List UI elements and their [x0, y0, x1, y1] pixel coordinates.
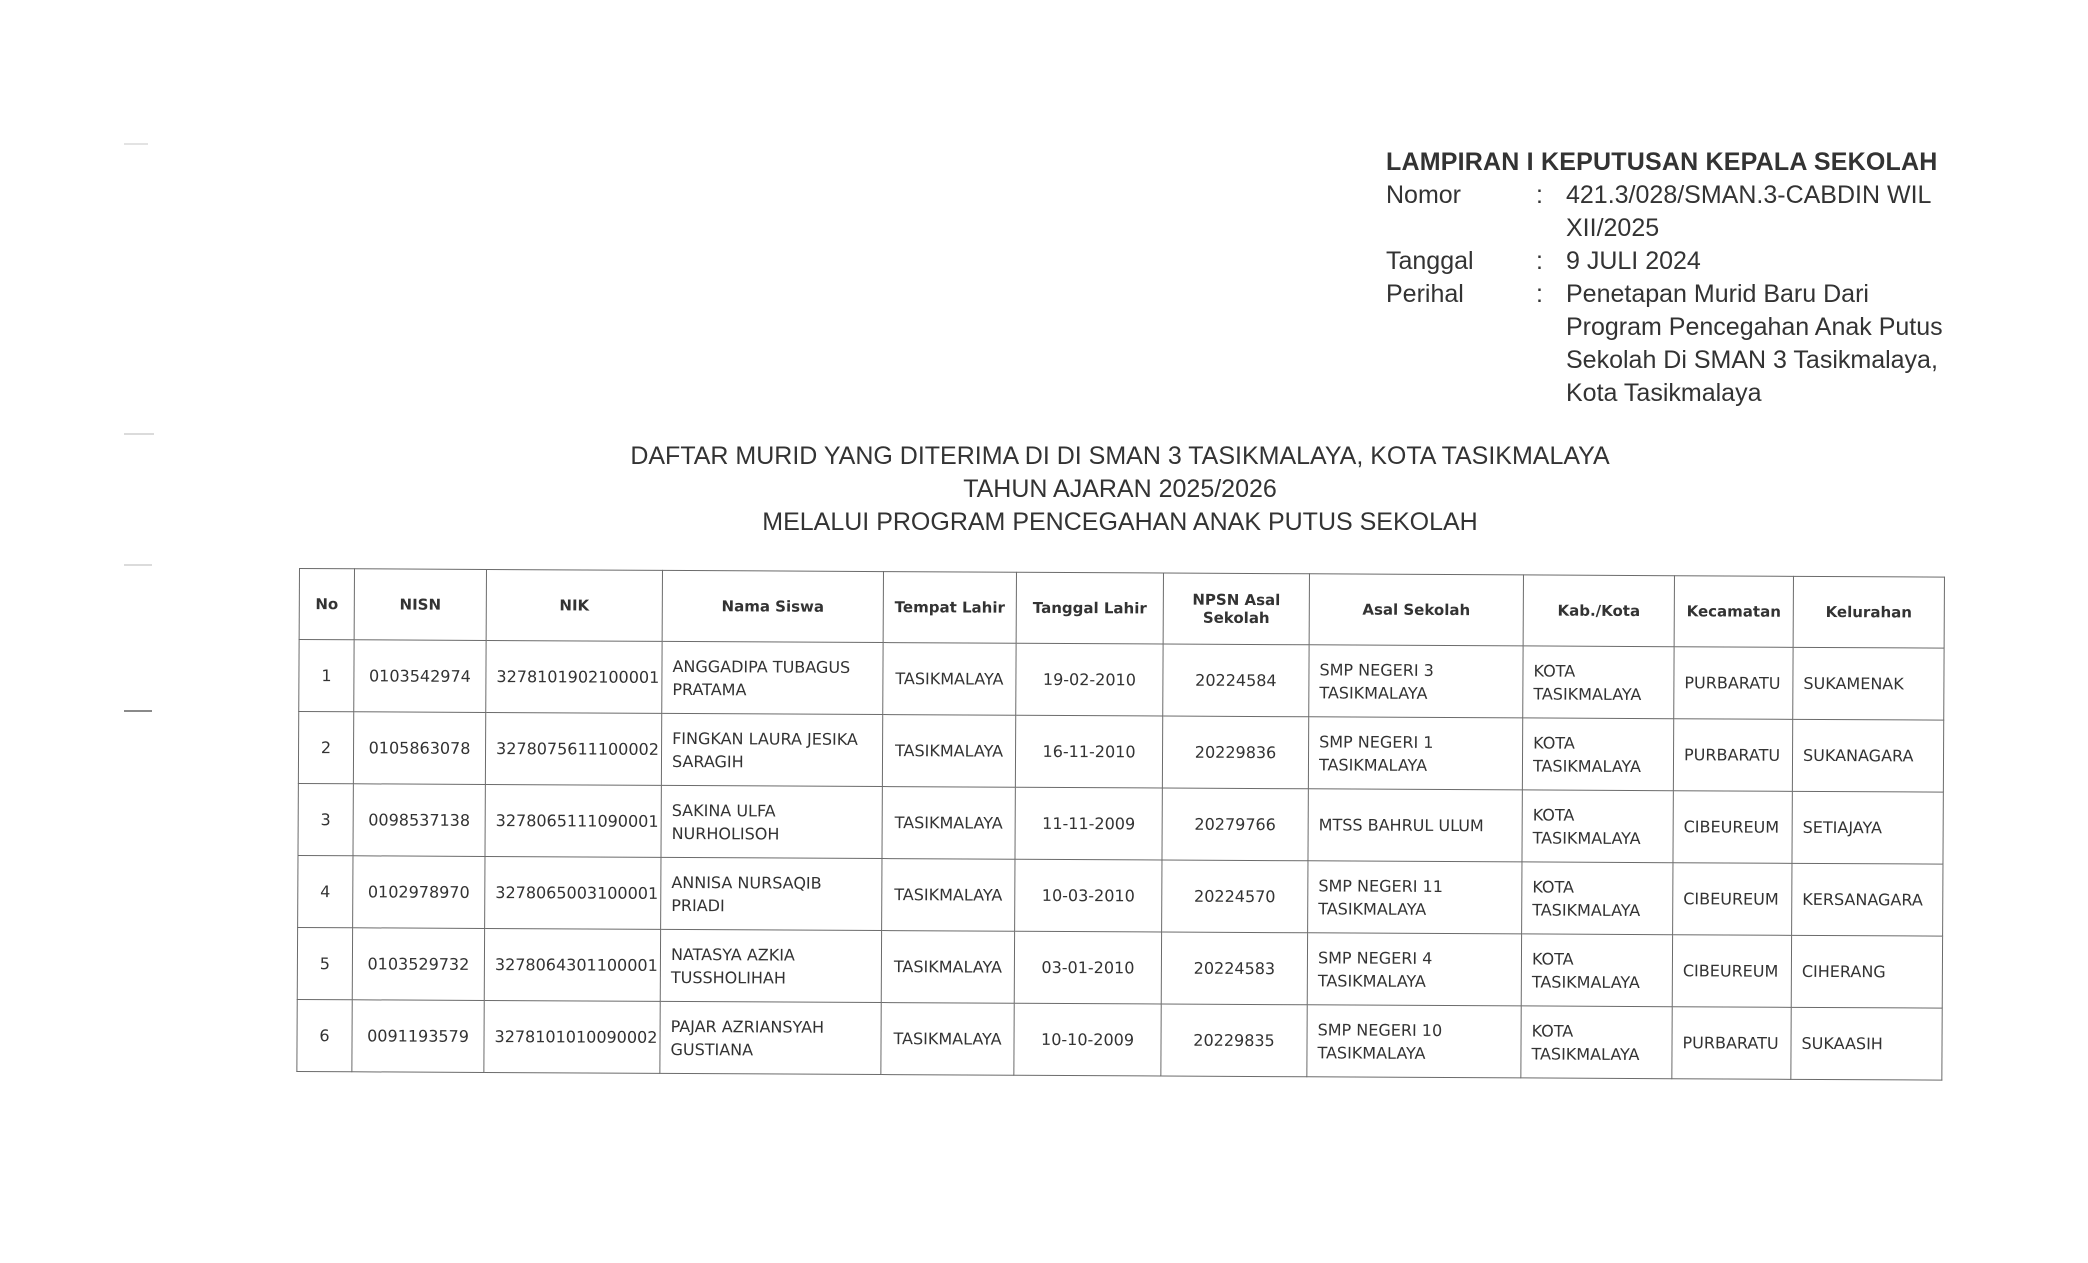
table-row: [299, 640, 1944, 721]
column-header-nama-siswa: Nama Siswa: [662, 570, 883, 642]
cell-npsn-asal-sekolah: 20224583: [1161, 932, 1307, 1005]
cell-no: 6: [297, 999, 352, 1071]
cell-asal-sekolah: SMP NEGERI 10 TASIKMALAYA: [1307, 1005, 1521, 1078]
cell-kecamatan: PURBARATU: [1672, 1007, 1791, 1080]
cell-asal-sekolah: SMP NEGERI 11 TASIKMALAYA: [1308, 861, 1522, 934]
table-row: [298, 855, 1943, 936]
cell-tempat-lahir: TASIKMALAYA: [881, 1003, 1014, 1076]
cell-nisn: 0091193579: [352, 1000, 484, 1073]
cell-no: 1: [299, 640, 354, 712]
table-row: [298, 712, 1943, 793]
cell-tempat-lahir: TASIKMALAYA: [881, 931, 1014, 1004]
cell-tanggal-lahir: 16-11-2010: [1015, 715, 1162, 788]
meta-row-nomor: [1386, 179, 1966, 245]
column-header-asal-sekolah: Asal Sekolah: [1309, 574, 1523, 646]
cell-asal-sekolah: SMP NEGERI 3 TASIKMALAYA: [1309, 645, 1523, 718]
cell-nama-siswa: ANGGADIPA TUBAGUS PRATAMA: [662, 641, 883, 714]
meta-value: 9 JULI 2024: [1566, 247, 1701, 275]
scan-mark: [124, 433, 154, 435]
cell-npsn-asal-sekolah: 20279766: [1162, 788, 1308, 861]
cell-kelurahan: KERSANAGARA: [1792, 863, 1943, 936]
cell-tempat-lahir: TASIKMALAYA: [882, 859, 1015, 932]
cell-kecamatan: CIBEUREUM: [1673, 863, 1792, 936]
cell-asal-sekolah: MTSS BAHRUL ULUM: [1308, 789, 1522, 862]
meta-label: Perihal: [1386, 280, 1464, 308]
cell-kab-kota: KOTA TASIKMALAYA: [1522, 718, 1673, 791]
column-header-nisn: NISN: [354, 569, 486, 641]
cell-kab-kota: KOTA TASIKMALAYA: [1522, 790, 1673, 863]
column-header-kelurahan: Kelurahan: [1793, 576, 1944, 648]
cell-nisn: 0098537138: [353, 784, 485, 857]
cell-kecamatan: PURBARATU: [1674, 647, 1793, 720]
lampiran-block: [1386, 148, 1966, 410]
cell-nisn: 0103529732: [352, 928, 484, 1001]
cell-npsn-asal-sekolah: 20224570: [1162, 860, 1308, 933]
cell-kab-kota: KOTA TASIKMALAYA: [1522, 862, 1673, 935]
column-header-kab-kota: Kab./Kota: [1523, 575, 1674, 647]
heading-line-1: DAFTAR MURID YANG DITERIMA DI DI SMAN 3 TASIKMALAYA, KOTA TASIKMALAYA: [630, 442, 1610, 470]
student-table-wrap: [296, 568, 1944, 1081]
cell-kecamatan: PURBARATU: [1673, 719, 1792, 792]
table-row: [297, 999, 1942, 1080]
cell-nik: 3278065003100001: [485, 856, 661, 929]
cell-nisn: 0102978970: [353, 856, 485, 929]
table-body: [297, 640, 1944, 1081]
column-header-npsn-asal-sekolah: NPSN Asal Sekolah: [1163, 573, 1309, 645]
cell-kab-kota: KOTA TASIKMALAYA: [1521, 1006, 1672, 1079]
meta-row-tanggal: [1386, 245, 1966, 278]
cell-asal-sekolah: SMP NEGERI 4 TASIKMALAYA: [1307, 933, 1521, 1006]
cell-npsn-asal-sekolah: 20224584: [1163, 644, 1309, 717]
cell-npsn-asal-sekolah: 20229835: [1161, 1004, 1307, 1077]
cell-no: 2: [298, 712, 353, 784]
student-table: [296, 568, 1945, 1081]
cell-nik: 3278065111090001: [485, 784, 661, 857]
table-header-row: [299, 569, 1944, 649]
table-row: [298, 783, 1943, 864]
cell-nama-siswa: NATASYA AZKIA TUSSHOLIHAH: [660, 929, 881, 1002]
cell-tanggal-lahir: 19-02-2010: [1016, 643, 1163, 716]
meta-value: Penetapan Murid Baru Dari Program Pencegahan Anak Putus Sekolah Di SMAN 3 Tasikmalaya, Kota Tasikmalaya: [1566, 280, 1943, 407]
meta-row-perihal: [1386, 278, 1966, 410]
cell-asal-sekolah: SMP NEGERI 1 TASIKMALAYA: [1308, 717, 1522, 790]
scan-mark: [124, 143, 148, 145]
cell-tanggal-lahir: 03-01-2010: [1014, 931, 1161, 1004]
cell-tanggal-lahir: 11-11-2009: [1015, 787, 1162, 860]
cell-no: 4: [298, 855, 353, 927]
document-heading: [500, 440, 1740, 539]
meta-label: Nomor: [1386, 181, 1462, 209]
cell-kab-kota: KOTA TASIKMALAYA: [1521, 934, 1672, 1007]
lampiran-title: LAMPIRAN I KEPUTUSAN KEPALA SEKOLAH: [1386, 148, 1938, 176]
meta-label: Tanggal: [1386, 247, 1474, 275]
cell-kecamatan: CIBEUREUM: [1673, 791, 1792, 864]
column-header-kecamatan: Kecamatan: [1674, 576, 1793, 648]
cell-kelurahan: SUKAMENAK: [1793, 647, 1944, 720]
cell-nama-siswa: ANNISA NURSAQIB PRIADI: [661, 857, 882, 930]
cell-nama-siswa: FINGKAN LAURA JESIKA SARAGIH: [661, 713, 882, 786]
cell-kelurahan: CIHERANG: [1791, 935, 1942, 1008]
heading-line-2: TAHUN AJARAN 2025/2026: [963, 475, 1277, 503]
cell-nik: 3278101902100001: [486, 640, 662, 713]
cell-nik: 3278075611100002: [485, 712, 661, 785]
cell-tanggal-lahir: 10-10-2009: [1014, 1003, 1161, 1076]
meta-colon: :: [1536, 247, 1543, 275]
cell-tempat-lahir: TASIKMALAYA: [882, 715, 1015, 788]
column-header-tanggal-lahir: Tanggal Lahir: [1016, 572, 1163, 644]
column-header-tempat-lahir: Tempat Lahir: [883, 572, 1016, 644]
cell-nisn: 0105863078: [353, 712, 485, 785]
cell-tempat-lahir: TASIKMALAYA: [882, 787, 1015, 860]
cell-no: 3: [298, 783, 353, 855]
cell-tempat-lahir: TASIKMALAYA: [883, 643, 1016, 716]
cell-tanggal-lahir: 10-03-2010: [1015, 859, 1162, 932]
cell-kab-kota: KOTA TASIKMALAYA: [1523, 646, 1674, 719]
cell-nisn: 0103542974: [354, 640, 486, 713]
cell-nik: 3278064301100001: [484, 928, 660, 1001]
cell-npsn-asal-sekolah: 20229836: [1162, 716, 1308, 789]
cell-kelurahan: SETIAJAYA: [1792, 791, 1943, 864]
cell-kecamatan: CIBEUREUM: [1672, 935, 1791, 1008]
scan-mark: [124, 564, 152, 566]
table-row: [297, 927, 1942, 1008]
column-header-no: No: [299, 569, 354, 640]
cell-nama-siswa: SAKINA ULFA NURHOLISOH: [661, 785, 882, 858]
meta-colon: :: [1536, 280, 1543, 308]
cell-kelurahan: SUKAASIH: [1791, 1007, 1942, 1080]
cell-nama-siswa: PAJAR AZRIANSYAH GUSTIANA: [660, 1001, 881, 1074]
column-header-nik: NIK: [486, 569, 662, 641]
cell-nik: 3278101010090002: [484, 1000, 660, 1073]
meta-colon: :: [1536, 181, 1543, 209]
cell-no: 5: [297, 927, 352, 999]
scan-mark: [124, 710, 152, 712]
meta-value: 421.3/028/SMAN.3-CABDIN WIL XII/2025: [1566, 181, 1931, 242]
cell-kelurahan: SUKANAGARA: [1792, 719, 1943, 792]
heading-line-3: MELALUI PROGRAM PENCEGAHAN ANAK PUTUS SEKOLAH: [762, 508, 1478, 536]
